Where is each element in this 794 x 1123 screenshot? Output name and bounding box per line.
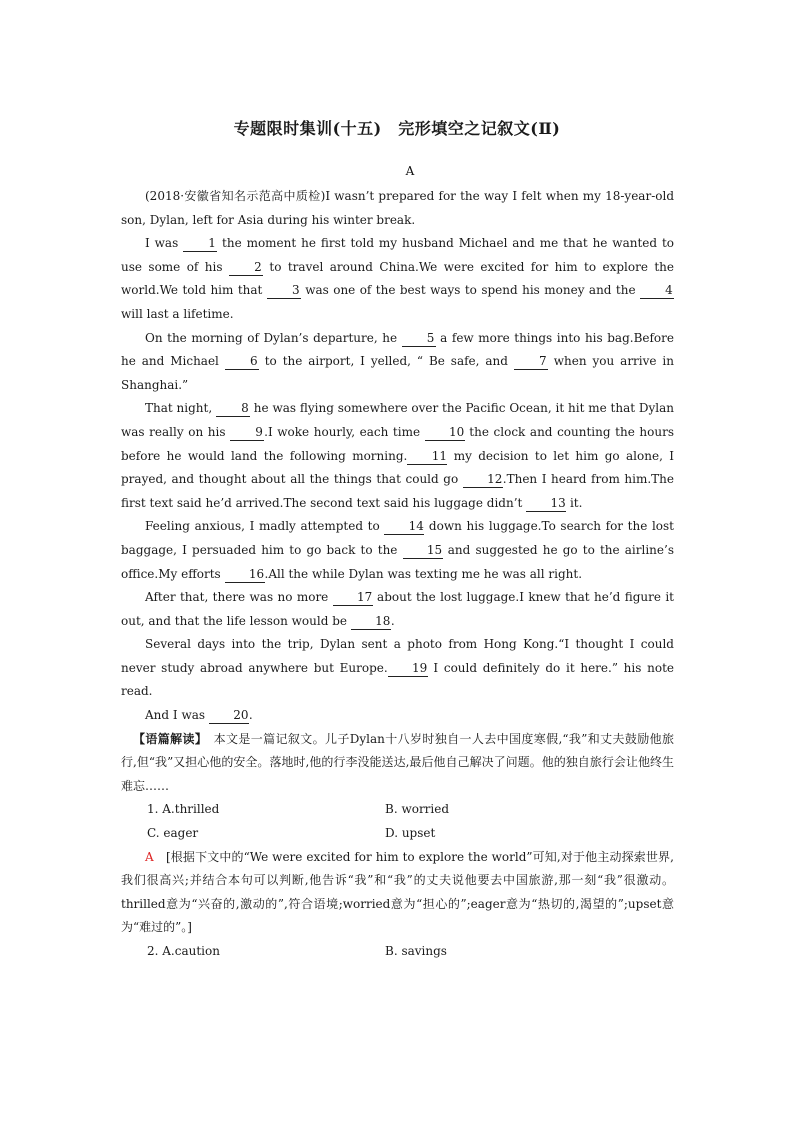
answer-explanation-1 xyxy=(121,846,674,940)
paragraph-text: . xyxy=(390,613,395,628)
option-2b: B. savings xyxy=(385,944,447,958)
blank-3: 3 xyxy=(267,282,301,299)
blank-16: 16 xyxy=(225,566,265,583)
blank-7: 7 xyxy=(514,353,548,370)
paragraph-text: .All the while Dylan was texting me he was all right. xyxy=(264,566,583,581)
blank-6: 6 xyxy=(225,353,259,370)
paragraph-text: was one of the best ways to spend his money and the xyxy=(300,283,640,298)
paragraph-text: . xyxy=(248,708,253,723)
option-1a: 1. A.thrilled xyxy=(147,802,220,817)
paragraph-text: .Then I heard from him.The first text said he’d arrived.The second text said his luggage didn’t xyxy=(121,472,674,510)
paragraph-text: when you arrive in Shanghai.” xyxy=(121,354,674,392)
paragraph-8 xyxy=(121,704,674,728)
page-title: 专题限时集训(十五) 完形填空之记叙文(Ⅱ) xyxy=(233,119,561,138)
paragraph-7 xyxy=(121,633,674,704)
blank-20: 20 xyxy=(209,707,249,724)
section-label: A xyxy=(405,164,415,178)
option-1d: D. upset xyxy=(385,826,436,841)
blank-18: 18 xyxy=(351,613,391,630)
paragraph-text: and suggested he go to the airline’s office.My efforts xyxy=(121,542,674,581)
blank-10: 10 xyxy=(425,424,465,441)
paragraph-text: That night, xyxy=(145,401,216,416)
paragraph-text: Feeling anxious, I madly attempted to xyxy=(145,519,385,534)
paragraph-text: a few more things into his bag.Before he and Michael xyxy=(121,330,674,369)
paragraph-5 xyxy=(121,515,674,586)
explanation-text: [根据下文中的“We were excited for him to explore the world”可知,对于他主动探索世界,我们很高兴;并结合本句可以判断,他告诉“我”和“我”的丈夫说他要去中国旅游,那一刻“我”很激动。thrilled意为“兴奋的,激动的”,符合语境;worried意为“担心的”;eager意为“热切的,渴望的”;upset意为“难过的”。] xyxy=(121,849,674,935)
paragraph-text: about the lost luggage.I knew that he’d figure it out, and that the life lesson would be xyxy=(121,590,674,628)
paragraph-1 xyxy=(121,185,674,232)
paragraph-text: Several days into the trip, Dylan sent a photo from Hong Kong.“I thought I could never study abroad anywhere but Europe. xyxy=(121,637,674,675)
blank-5: 5 xyxy=(402,330,436,347)
question-1-options-row-1 xyxy=(121,798,674,822)
answer-letter: A xyxy=(145,849,154,864)
blank-4: 4 xyxy=(640,282,674,299)
blank-19: 19 xyxy=(388,660,428,677)
blank-13: 13 xyxy=(526,495,566,512)
blank-2: 2 xyxy=(229,259,263,276)
paragraph-text: will last a lifetime. xyxy=(121,306,234,321)
blank-17: 17 xyxy=(333,589,373,606)
option-1c: C. eager xyxy=(147,826,199,841)
paragraph-text: I was xyxy=(145,236,184,251)
paragraph-text: the moment he first told my husband Michael and me that he wanted to use some of his xyxy=(121,236,675,274)
paragraph-text: to the airport, I yelled, “ Be safe, and xyxy=(258,354,514,369)
paragraph-2 xyxy=(121,232,674,326)
option-2a: 2. A.caution xyxy=(147,944,220,958)
paragraph-text: he was flying somewhere over the Pacific Ocean, it hit me that Dylan was really on his xyxy=(121,401,674,439)
paragraph-3 xyxy=(121,327,674,398)
blank-1: 1 xyxy=(183,235,217,252)
question-1-options-row-2 xyxy=(121,822,674,846)
blank-15: 15 xyxy=(403,542,443,559)
paragraph-text: On the morning of Dylan’s departure, he xyxy=(145,330,402,345)
analysis-paragraph xyxy=(121,728,674,799)
analysis-tag: 【语篇解读】 xyxy=(133,731,202,746)
paragraph-text: .I woke hourly, each time xyxy=(264,424,425,439)
paragraph-6 xyxy=(121,586,674,633)
paragraph-text: After that, there was no more xyxy=(145,590,333,605)
option-1b: B. worried xyxy=(385,802,450,817)
blank-12: 12 xyxy=(463,471,503,488)
paragraph-text: down his luggage.To search for the lost baggage, I persuaded him to go back to the xyxy=(121,519,674,557)
paragraph-text: it. xyxy=(566,495,583,510)
paragraph-text: the clock and counting the hours before he would land the following morning. xyxy=(121,424,674,463)
analysis-text: 本文是一篇记叙文。儿子Dylan十八岁时独自一人去中国度寒假,“我”和丈夫鼓励他旅行,但“我”又担心他的安全。落地时,他的行李没能送达,最后他自己解决了问题。他的独自旅行会让他终生难忘…… xyxy=(121,731,674,793)
blank-9: 9 xyxy=(230,424,264,441)
question-2-options-row-1 xyxy=(121,940,674,964)
paragraph-text: And I was xyxy=(145,708,209,723)
paragraph-text: (2018·安徽省知名示范高中质检)I wasn’t prepared for the way I felt when my 18-year-old son, Dylan, left for Asia during his winter break. xyxy=(121,189,674,227)
paragraph-4 xyxy=(121,397,674,515)
blank-8: 8 xyxy=(216,400,250,417)
blank-14: 14 xyxy=(384,518,424,535)
paragraph-text: I could definitely do it here.” his note read. xyxy=(121,660,674,699)
paragraph-text: my decision to let him go alone, I prayed, and thought about all the things that could go xyxy=(121,448,674,487)
blank-11: 11 xyxy=(407,448,447,465)
passage-body xyxy=(121,185,674,964)
paragraph-text: to travel around China.We were excited for him to explore the world.We told him that xyxy=(121,259,675,298)
